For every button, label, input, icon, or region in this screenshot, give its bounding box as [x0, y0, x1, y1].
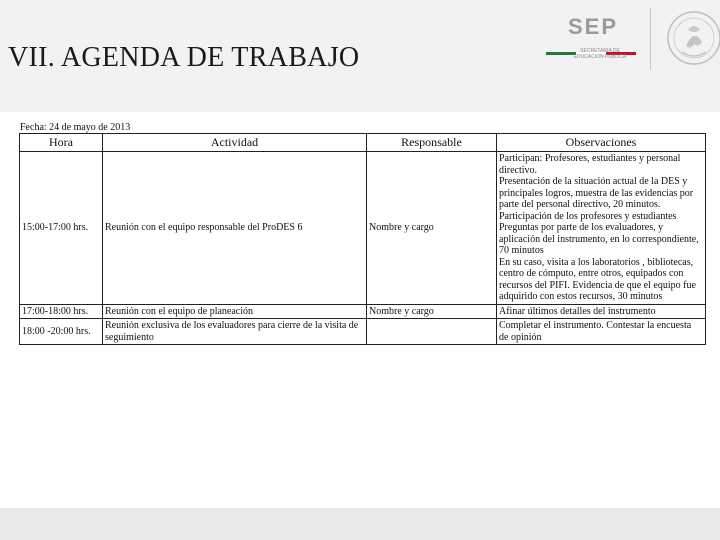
coat-of-arms-seal-icon	[664, 8, 720, 70]
cell-actividad: Reunión con el equipo responsable del ProDES 6	[103, 152, 367, 305]
observation-line: Completar el instrumento. Contestar la encuesta de opinión	[499, 320, 692, 343]
sep-logo-word: SEP	[568, 14, 619, 39]
page-title: VII. AGENDA DE TRABAJO	[8, 42, 360, 73]
cell-responsable	[367, 319, 497, 345]
sep-logo-subtitle-line2: EDUCACIÓN PÚBLICA	[573, 54, 627, 60]
slide-footer-band	[0, 508, 720, 540]
column-header-observaciones: Observaciones	[497, 134, 706, 152]
cell-observaciones	[497, 152, 706, 305]
cell-actividad: Reunión con el equipo de planeación	[103, 304, 367, 319]
table-row	[20, 304, 706, 319]
meeting-date: Fecha: 24 de mayo de 2013	[20, 122, 131, 133]
observation-line: Presentación de la situación actual de la DES y principales logros, muestra de las evidencias por parte del personal directivo, 20 minutos.	[499, 176, 694, 210]
column-header-hora: Hora	[20, 134, 103, 152]
observation-line: Participación de los profesores y estudiantes	[499, 210, 677, 222]
table-row	[20, 319, 706, 345]
cell-hora: 17:00-18:00 hrs.	[20, 304, 103, 319]
table-header-row	[20, 134, 706, 152]
sep-logo	[540, 14, 640, 66]
observation-line: Preguntas por parte de los evaluadores, y aplicación del instrumento, en lo correspondiente, 70 minutos	[499, 222, 699, 256]
observation-line: Participan: Profesores, estudiantes y personal directivo.	[499, 153, 681, 176]
cell-responsable: Nombre y cargo	[367, 304, 497, 319]
slide-header	[0, 0, 720, 112]
cell-actividad: Reunión exclusiva de los evaluadores para cierre de la visita de seguimiento	[103, 319, 367, 345]
agenda-table	[19, 133, 706, 345]
observation-line: Afinar últimos detalles del instrumento	[499, 305, 656, 317]
cell-observaciones	[497, 319, 706, 345]
cell-responsable: Nombre y cargo	[367, 152, 497, 305]
header-divider	[650, 8, 651, 70]
table-row	[20, 152, 706, 305]
sep-logo-color-bar	[546, 42, 638, 45]
sep-logo-subtitle	[560, 48, 640, 60]
cell-hora: 15:00-17:00 hrs.	[20, 152, 103, 305]
sep-logo-subtitle-line1: SECRETARÍA DE	[580, 48, 620, 54]
column-header-actividad: Actividad	[103, 134, 367, 152]
observation-line: En su caso, visita a los laboratorios , bibliotecas, centro de cómputo, entre otros, equipados con recursos del PIFI. Evidencia de que el equipo fue adquirido con estos recursos, 30 minutos	[499, 256, 696, 302]
column-header-responsable: Responsable	[367, 134, 497, 152]
cell-hora: 18:00 -20:00 hrs.	[20, 319, 103, 345]
cell-observaciones	[497, 304, 706, 319]
